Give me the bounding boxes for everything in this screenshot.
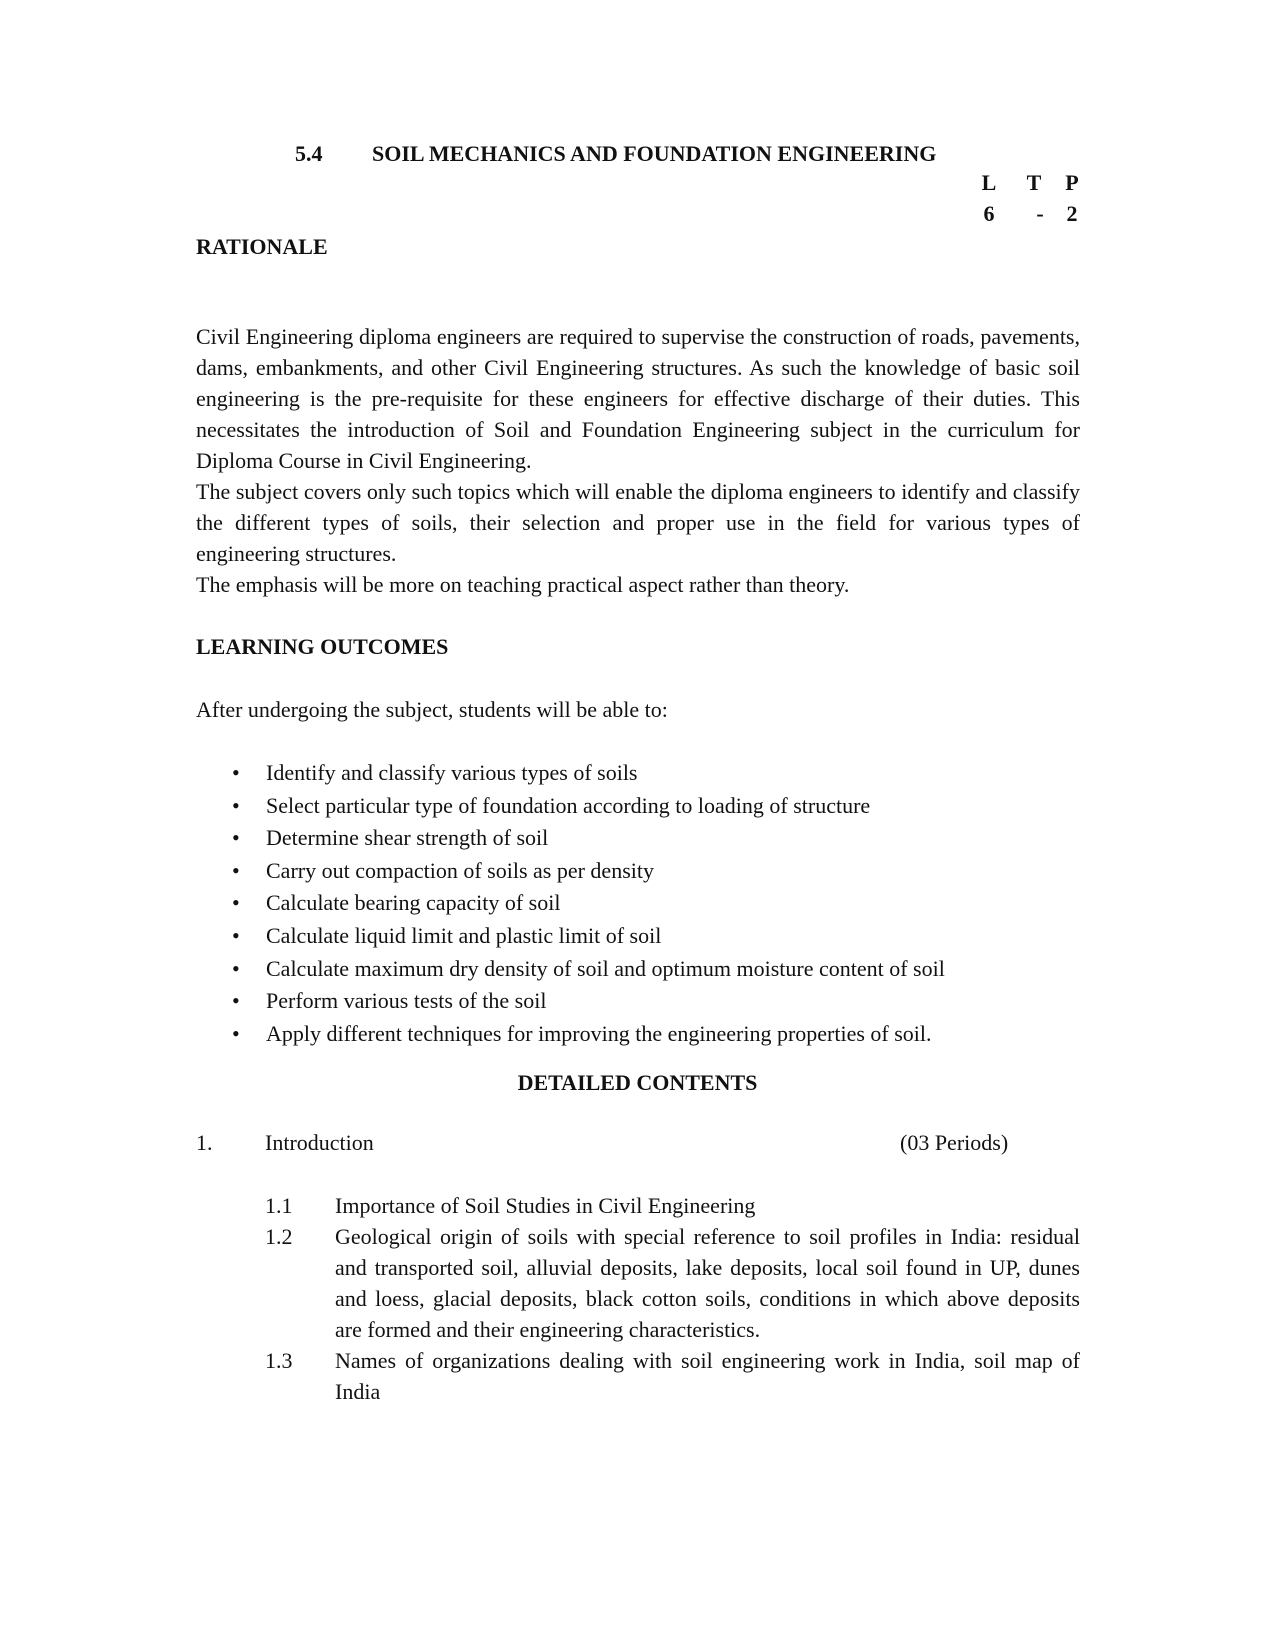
subsection-number: 1.2	[265, 1224, 293, 1249]
subsection-item	[265, 1190, 1080, 1221]
list-item-text: Select particular type of foundation according to loading of structure	[266, 792, 871, 818]
ltp-value-l: 6	[983, 201, 995, 226]
bullet-icon: •	[232, 890, 240, 916]
bullet-icon: •	[232, 792, 240, 818]
subsection-number: 1.1	[265, 1193, 293, 1218]
subsection-item	[265, 1345, 1080, 1407]
bullet-icon: •	[232, 1020, 240, 1046]
ltp-label-t: T	[1026, 170, 1042, 195]
rationale-paragraph: Civil Engineering diploma engineers are required to supervise the construction of roads, pavements, dams, embankments, and other Civil Engineering structures. As such the knowledge of basic soil engineering is the pre-requisite for these engineers for effective discharge of their duties. This necessitates the introduction of Soil and Foundation Engineering subject in the curriculum for Diploma Course in Civil Engineering.	[196, 324, 1080, 473]
outcomes-intro: After undergoing the subject, students will be able to:	[196, 697, 668, 722]
subsection-text: Names of organizations dealing with soil engineering work in India, soil map of India	[335, 1348, 1080, 1404]
list-item	[196, 822, 1096, 855]
subsection-text: Importance of Soil Studies in Civil Engineering	[335, 1193, 756, 1218]
section-number: 5.4	[295, 141, 323, 166]
outcomes-heading: LEARNING OUTCOMES	[196, 634, 449, 659]
list-item	[196, 790, 1096, 823]
contents-heading: DETAILED CONTENTS	[517, 1070, 758, 1095]
bullet-icon: •	[232, 955, 240, 981]
list-item-text: Calculate liquid limit and plastic limit of soil	[266, 922, 662, 948]
section-title: Introduction	[265, 1130, 374, 1155]
bullet-icon: •	[232, 857, 240, 883]
bullet-icon: •	[232, 760, 240, 785]
list-item	[196, 887, 1096, 920]
list-item	[196, 855, 1096, 888]
page-title: SOIL MECHANICS AND FOUNDATION ENGINEERING	[372, 141, 937, 166]
list-item-text: Calculate bearing capacity of soil	[266, 890, 561, 916]
rationale-body	[196, 321, 1080, 600]
section-num: 1.	[196, 1130, 213, 1155]
list-item-text: Carry out compaction of soils as per density	[266, 857, 654, 883]
bullet-icon: •	[232, 922, 240, 948]
list-item	[196, 920, 1096, 953]
outcomes-list	[196, 757, 1096, 1050]
list-item-text: Apply different techniques for improving the engineering properties of soil.	[266, 1020, 932, 1046]
ltp-value-t: -	[1036, 201, 1044, 226]
list-item	[196, 757, 1096, 790]
list-item	[196, 985, 1096, 1018]
list-item	[196, 953, 1096, 986]
list-item-text: Determine shear strength of soil	[266, 825, 549, 851]
bullet-icon: •	[232, 825, 240, 851]
rationale-paragraph: The subject covers only such topics which will enable the diploma engineers to identify and classify the different types of soils, their selection and proper use in the field for various types of engineering structures.	[196, 479, 1080, 566]
list-item-text: Calculate maximum dry density of soil and optimum moisture content of soil	[266, 955, 945, 981]
rationale-heading: RATIONALE	[196, 234, 328, 259]
subsection-item	[265, 1221, 1080, 1345]
list-item-text: Perform various tests of the soil	[266, 988, 547, 1014]
subsection-text: Geological origin of soils with special reference to soil profiles in India: residual and transported soil, alluvial deposits, lake deposits, local soil found in UP, dunes and loess, glacial deposits, black cotton soils, conditions in which above deposits are formed and their engineering characteristics.	[335, 1224, 1080, 1342]
list-item	[196, 1018, 1096, 1051]
ltp-label-l: L	[981, 170, 997, 195]
section-periods: (03 Periods)	[900, 1130, 1009, 1155]
bullet-icon: •	[232, 988, 240, 1014]
subsection-number: 1.3	[265, 1348, 293, 1373]
ltp-label-p: P	[1065, 170, 1079, 195]
rationale-paragraph: The emphasis will be more on teaching practical aspect rather than theory.	[196, 572, 850, 597]
list-item-text: Identify and classify various types of soils	[266, 760, 638, 785]
ltp-value-p: 2	[1066, 201, 1078, 226]
